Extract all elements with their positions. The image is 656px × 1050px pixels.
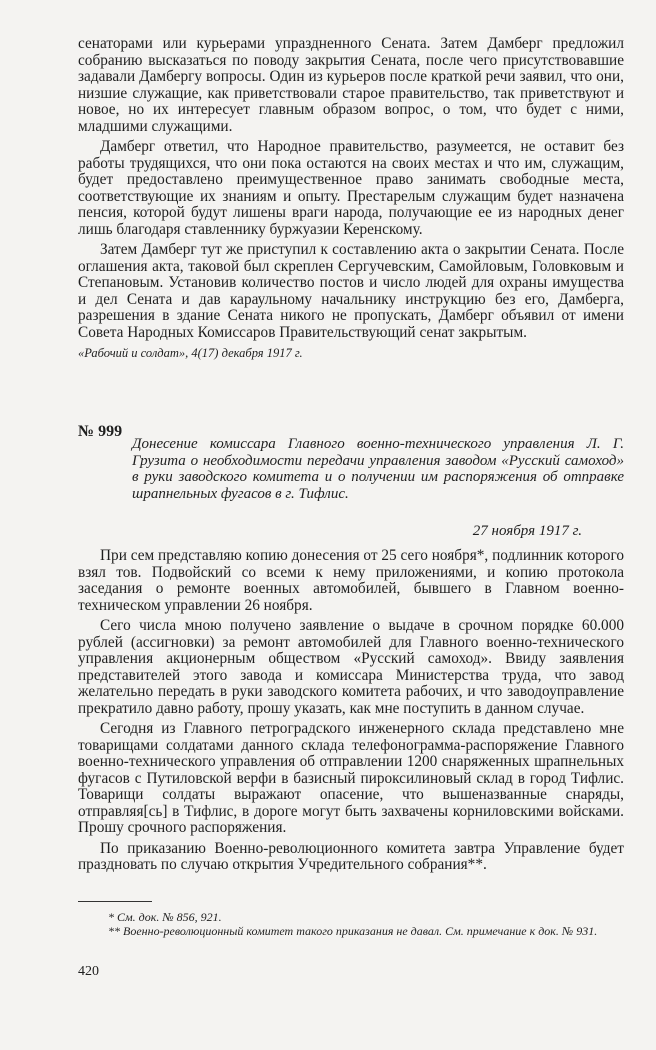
paragraph: По приказанию Военно-революционного комитета завтра Управление будет праздновать по случаю открытия Учредительного собрания**. (78, 839, 624, 873)
paragraph: сенаторами или курьерами упраздненного Сената. Затем Дамберг предложил собранию высказаться по поводу закрытия Сената, после чего присутствовавшие задавали Дамбергу вопросы. Один из курьеров после краткой речи заявил, что они, низшие служащие, как приветствовали старое правительство, так приветствуют и новое, но их интересует главным образом вопрос, о том, что будет с ними, младшими служащими. (78, 35, 624, 135)
document-title: Донесение комиссара Главного военно-технического управления Л. Г. Грузита о необходимости передачи управления заводом «Русский самоход» в руки заводского комитета и о получении им распоряжения об отправке шрапнельных фугасов в г. Тифлис. (132, 436, 624, 502)
document-number: № 999 (78, 423, 123, 440)
previous-document-text (78, 36, 624, 361)
paragraph: Дамберг ответил, что Народное правительство, разумеется, не оставит без работы трудящихся, что они пока остаются на своих местах и что им, служащим, будет предоставлено преимущественное право занимать свободные места, соответствующие их знаниям и опыту. Престарелым служащим будет назначена пенсия, которой будут лишены враги народа, получающие ее из народных денег лишь благодаря ставленнику буржуазии Керенскому. (78, 138, 624, 238)
footnote: ** Военно-революционный комитет такого приказания не давал. См. примечание к док. № 931. (108, 924, 598, 938)
document-body (78, 548, 624, 874)
paragraph: Сегодня из Главного петроградского инженерного склада представлено мне товарищами солдатами данного склада телефонограмма-распоряжение Главного военно-технического управления об отправлении 1200 снаряженных шрапнельных фугасов с Путиловской верфи в базисный пироксилиновый склад в город Тифлис. Товарищи солдаты выражают опасение, что вышеназванные снаряды, отправляя[сь] в Тифлис, в дороге могут быть захвачены корниловскими войсками. Прошу срочного распоряжения. (78, 720, 624, 836)
document-date: 27 ноября 1917 г. (472, 523, 582, 539)
footnote: * См. док. № 856, 921. (108, 910, 222, 924)
footnotes (78, 910, 624, 938)
page-number: 420 (78, 964, 99, 979)
source-citation: «Рабочий и солдат», 4(17) декабря 1917 г. (78, 346, 303, 360)
footnote-divider (78, 901, 152, 902)
paragraph: Затем Дамберг тут же приступил к составлению акта о закрытии Сената. После оглашения акта, таковой был скреплен Сергучевским, Самойловым, Головковым и Степановым. Установив количество постов и число людей для охраны имущества и дел Сената и дав караульному начальнику инструкцию без его, Дамберга, разрешения в здание Сената никого не пропускать, Дамберг объявил от имени Совета Народных Комиссаров Правительствующий сенат закрытым. (78, 241, 624, 341)
paragraph: При сем представляю копию донесения от 25 сего ноября*, подлинник которого взял тов. Подвойский со всеми к нему приложениями, и копию протокола заседания о ремонте военных автомобилей, бывшего в Главном военно-техническом управлении 26 ноября. (78, 547, 624, 614)
paragraph: Сего числа мною получено заявление о выдаче в срочном порядке 60.000 рублей (ассигновки) за ремонт автомобилей для Главного военно-технического управления акционерным обществом «Русский самоход». Ввиду заявления представителей этого завода и комиссара Министерства труда, что завод желательно передать в руки заводского комитета рабочих, и что заводоуправление прекратило давно работу, прошу указать, как мне поступить в данном случае. (78, 617, 624, 717)
